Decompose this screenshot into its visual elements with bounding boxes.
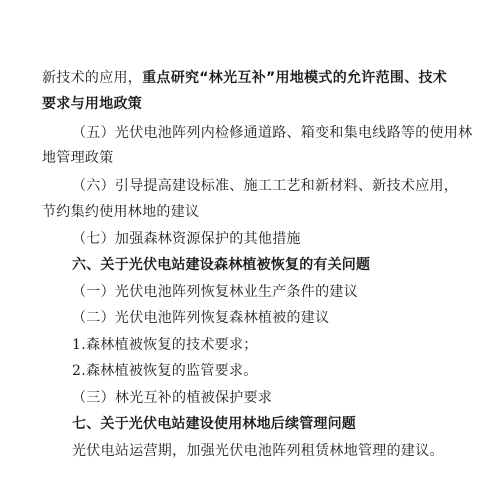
section-item-text: （五）光伏电池阵列内检修通道路、箱变和集电线路等的使用林	[72, 125, 473, 141]
subsection-item-text: （三）林光互补的植被保护要求	[72, 390, 273, 406]
numbered-item-1	[72, 336, 258, 354]
paragraph-line-final	[72, 442, 444, 460]
section-item-5	[72, 124, 472, 142]
section-item-6-continuation	[42, 203, 199, 221]
text-segment: 新技术的应用，	[42, 70, 143, 86]
paragraph-line-2	[42, 95, 142, 113]
subsection-item-1	[72, 283, 358, 301]
paragraph-text: 光伏电站运营期，加强光伏电池阵列租赁林地管理的建议。	[72, 443, 444, 459]
subsection-item-2	[72, 309, 329, 327]
section-item-6	[72, 177, 458, 195]
section-item-text: 地管理政策	[42, 150, 114, 166]
section-item-text: （六）引导提高建设标准、施工工艺和新材料、新技术应用，	[72, 178, 459, 194]
section-heading-text: 七、关于光伏电站建设使用林地后续管理问题	[72, 416, 356, 432]
numbered-item-text: 2.森林植被恢复的监管要求。	[72, 363, 258, 379]
emphasis-text: 重点研究“林光互补”用地模式的允许范围、技术	[142, 70, 448, 86]
section-item-text: （七）加强森林资源保护的其他措施	[72, 231, 301, 247]
subsection-item-text: （二）光伏电池阵列恢复森林植被的建议	[72, 310, 330, 326]
section-heading-text: 六、关于光伏电站建设森林植被恢复的有关问题	[72, 257, 371, 273]
numbered-item-2	[72, 362, 258, 380]
subsection-item-text: （一）光伏电池阵列恢复林业生产条件的建议	[72, 284, 358, 300]
section-heading-6	[72, 256, 370, 274]
paragraph-line-1	[42, 69, 447, 87]
section-item-7	[72, 230, 301, 248]
emphasis-text: 要求与用地政策	[42, 96, 143, 112]
subsection-item-3	[72, 389, 272, 407]
section-item-5-continuation	[42, 149, 114, 167]
numbered-item-text: 1.森林植被恢复的技术要求；	[72, 337, 258, 353]
section-heading-7	[72, 415, 356, 433]
section-item-text: 节约集约使用林地的建议	[42, 204, 200, 220]
